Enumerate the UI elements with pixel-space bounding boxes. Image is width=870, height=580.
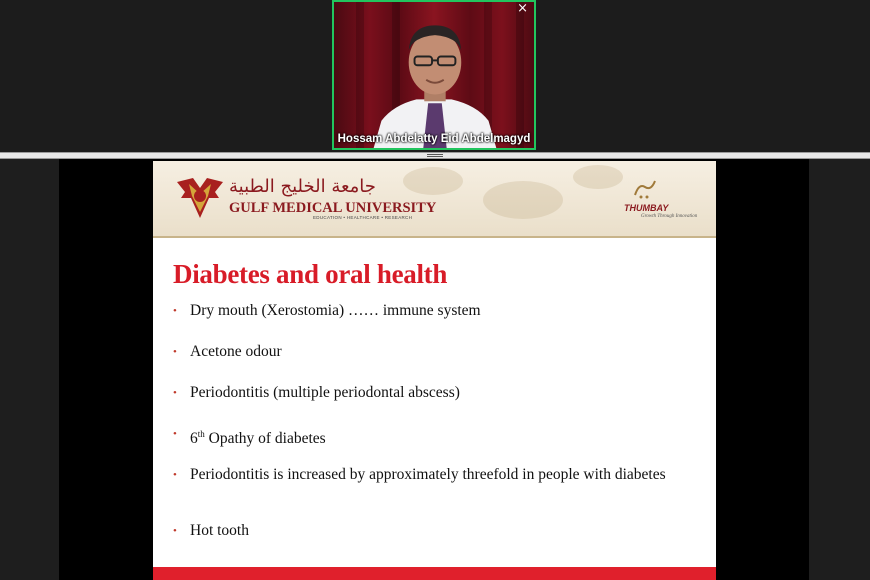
partner-name: THUMBAY xyxy=(624,203,669,213)
list-item xyxy=(173,467,693,483)
list-item xyxy=(173,344,693,360)
map-decoration xyxy=(483,181,563,219)
list-item xyxy=(173,385,693,401)
map-decoration xyxy=(573,165,623,189)
bullet-text: Periodontitis (multiple periodontal abscess) xyxy=(190,384,460,401)
thumbay-logo xyxy=(631,177,659,203)
bullet-text: Periodontitis is increased by approximately threefold in people with diabetes xyxy=(190,466,666,483)
list-item xyxy=(173,303,693,319)
bullet-text: Dry mouth (Xerostomia) …… immune system xyxy=(190,302,481,319)
presentation-slide xyxy=(153,161,716,580)
partner-tagline: Growth Through Innovation xyxy=(641,214,698,219)
bullet-icon: • xyxy=(173,469,177,481)
slide-title: Diabetes and oral health xyxy=(173,259,448,289)
university-arabic-name: جامعة الخليج الطبية xyxy=(229,176,376,197)
bullet-prefix: 6 xyxy=(190,430,198,448)
map-decoration xyxy=(403,167,463,195)
participant-video-tile[interactable] xyxy=(332,0,536,150)
close-icon[interactable]: × xyxy=(517,1,528,16)
participant-name-label: Hossam Abdelatty Eid Abdelmagyd xyxy=(337,133,531,145)
bullet-icon: • xyxy=(173,305,177,317)
drag-handle-icon[interactable] xyxy=(427,154,443,158)
bullet-body: Opathy of diabetes xyxy=(204,430,326,448)
list-item xyxy=(173,523,693,539)
university-name: GULF MEDICAL UNIVERSITY xyxy=(229,200,437,216)
participant-gallery xyxy=(0,0,870,152)
gmu-shield-logo xyxy=(175,174,225,220)
view-divider[interactable] xyxy=(0,152,870,159)
bullet-text: Hot tooth xyxy=(190,522,249,539)
university-tagline: EDUCATION • HEALTHCARE • RESEARCH xyxy=(313,215,413,220)
bullet-icon: • xyxy=(173,346,177,358)
slide-header xyxy=(153,161,716,238)
bullet-icon: • xyxy=(173,387,177,399)
bullet-icon: • xyxy=(173,428,177,440)
slide-footer-bar xyxy=(153,567,716,580)
list-item xyxy=(173,426,693,447)
bullet-icon: • xyxy=(173,525,177,537)
bullet-text: Acetone odour xyxy=(190,343,282,360)
bullet-superscript: th xyxy=(197,429,205,439)
bullet-text xyxy=(190,426,693,447)
participant-video-feed xyxy=(334,2,534,148)
